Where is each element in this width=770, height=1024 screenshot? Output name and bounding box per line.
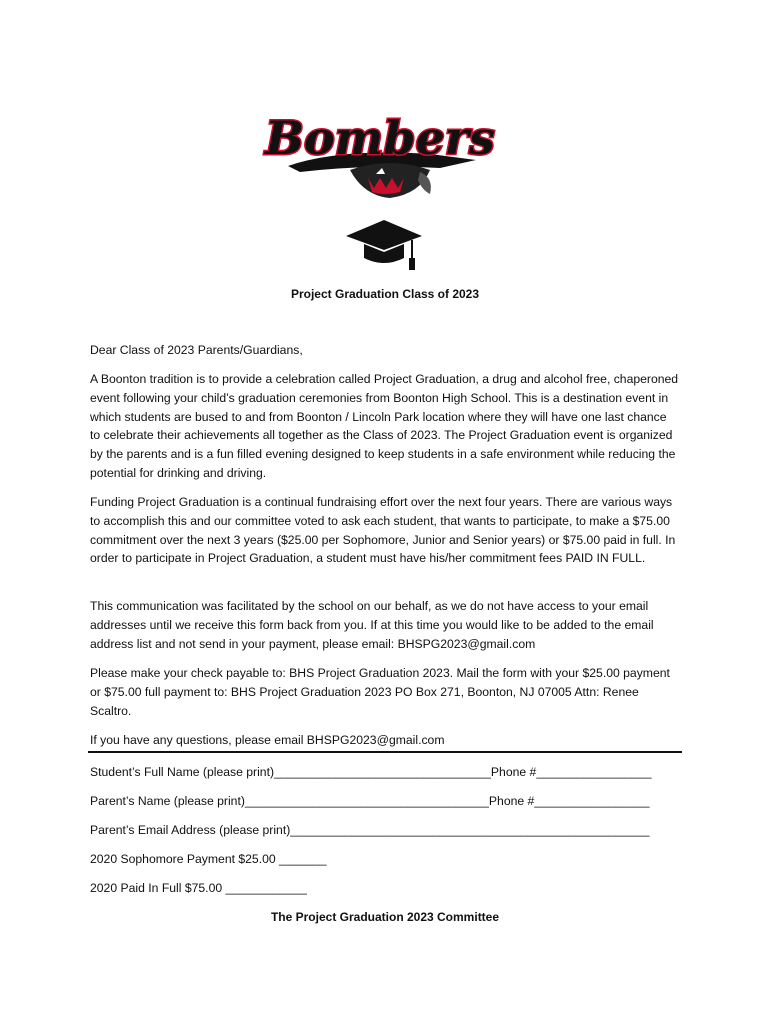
paragraph-funding: Funding Project Graduation is a continual fundraising effort over the next four years. There are various ways to accomplish this and our committee voted to ask each student, that wants to participate, to make a $75.00 commitment over the next 3 years ($25.00 per Sophomore, Junior and Senior years) or $75.00 paid in full. In order to participate in Project Graduation, a student must have his/her commitment fees PAID IN FULL. (90, 495, 676, 566)
paragraph-payment: Please make your check payable to: BHS Project Graduation 2023. Mail the form with your $25.00 payment or $75.00 full payment to: BHS Project Graduation 2023 PO Box 271, Boonton, NJ 07005 Attn: Renee Scaltro. (90, 666, 670, 718)
page-title: Project Graduation Class of 2023 (290, 287, 480, 301)
bombers-logo (265, 108, 495, 208)
student-name-field[interactable]: Student’s Full Name (please print)________________________________Phone #_________________ (90, 765, 652, 779)
paragraph-tradition: A Boonton tradition is to provide a celebration called Project Graduation, a drug and alcohol free, chaperoned event following your child’s graduation ceremonies from Boonton High School. This is a destination event in which students are bused to and from Boonton / Lincoln Park location where they will have one last chance to celebrate their achievements all together as the Class of 2023. The Project Graduation event is organized by the parents and is a fun filled evening designed to keep students in a safe environment while reducing the potential for drinking and driving. (90, 372, 679, 480)
sophomore-payment-field[interactable]: 2020 Sophomore Payment $25.00 _______ (90, 852, 327, 866)
graduation-cap-icon (346, 218, 422, 272)
salutation: Dear Class of 2023 Parents/Guardians, (90, 343, 303, 357)
parent-name-field[interactable]: Parent’s Name (please print)____________________________________Phone #_________________ (90, 794, 650, 808)
paragraph-communication: This communication was facilitated by the school on our behalf, as we do not have access to your email addresses until we receive this form back from you. If at this time you would like to be added to the email address list and not send in your payment, please email: BHSPG2023@gmail.com (90, 599, 654, 651)
logo-text: Bombers (265, 111, 495, 165)
paragraph-questions: If you have any questions, please email BHSPG2023@gmail.com (90, 733, 445, 747)
committee-signature: The Project Graduation 2023 Committee (270, 910, 500, 924)
paid-in-full-field[interactable]: 2020 Paid In Full $75.00 ____________ (90, 881, 307, 895)
divider (88, 751, 682, 753)
parent-email-field[interactable]: Parent’s Email Address (please print)_____________________________________________________ (90, 823, 650, 837)
